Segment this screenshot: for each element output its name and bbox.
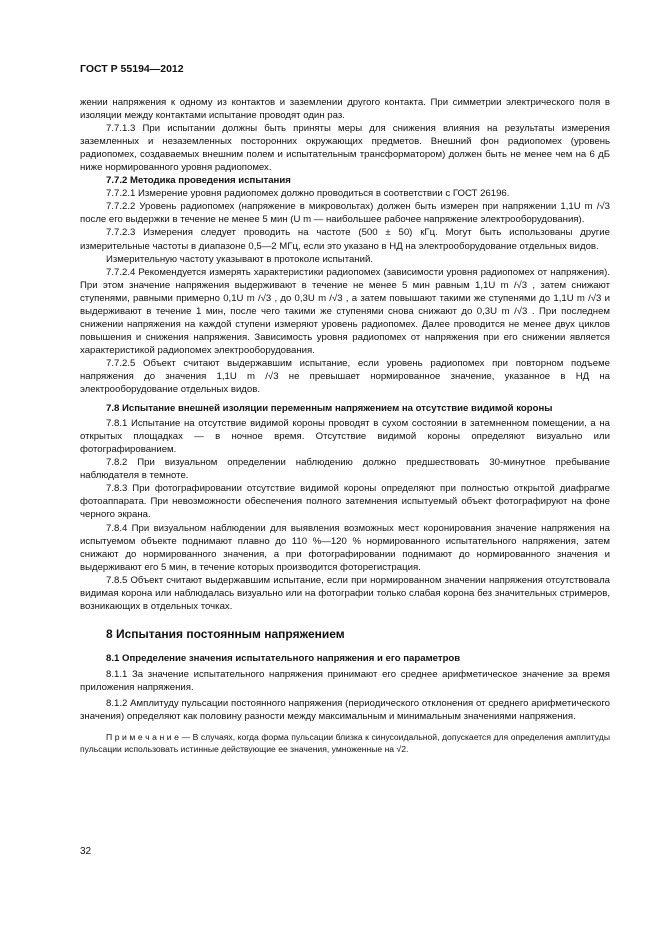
paragraph-8-1-2: 8.1.2 Амплитуду пульсации постоянного напряжения (периодического отклонения от среднего арифметического значения) определяют как половину разности между максимальным и минимальным значениями напряжения.	[80, 697, 610, 723]
paragraph-7-7-2-2: 7.7.2.2 Уровень радиопомех (напряжение в микровольтах) должен быть измерен при напряжении 1,1U m /√3 после его выдержки в течение не менее 5 мин (U m — наибольшее рабочее напряжение электрооборудования).	[80, 201, 610, 226]
paragraph-7-7-2-5: 7.7.2.5 Объект считают выдержавшим испытание, если уровень радиопомех при повторном подъеме напряжения до значения 1,1U m /√3 не превышает нормированное значение, указанное в НД на электрооборудование отдельных видов.	[80, 357, 610, 396]
paragraph-7-7-2-3: 7.7.2.3 Измерения следует проводить на частоте (500 ± 50) кГц. Могут быть использованы другие измерительные частоты в диапазоне 0,5—2 МГц, если это указано в НД на электрооборудование отдельных видов.	[80, 227, 610, 252]
subheading-7-7-2: 7.7.2 Методика проведения испытания	[106, 175, 291, 187]
paragraph-measuring-frequency: Измерительную частоту указывают в протоколе испытаний.	[106, 253, 373, 265]
page-body	[80, 96, 610, 755]
paragraph-7-8-3: 7.8.3 При фотографировании отсутствие видимой короны определяют при полностью открытой диафрагме фотоаппарата. При невозможности обеспечения полного затемнения испытуемый объект фотографируют на фоне черного экрана.	[80, 483, 610, 521]
document-header: ГОСТ Р 55194—2012	[80, 63, 184, 75]
paragraph-7-8-2: 7.8.2 При визуальном определении наблюдению должно предшествовать 30-минутное пребывание наблюдателя в темноте.	[80, 457, 610, 482]
paragraph-7-7-1-3: 7.7.1.3 При испытании должны быть приняты меры для снижения влияния на результаты измерения заземленных и незаземленных посторонних окружающих предметов. Внешний фон радиопомех (уровень радиопомех, создаваемых внешним полем и испытательным трансформатором) должен быть не менее чем на 6 дБ ниже нормированного уровня радиопомех.	[80, 123, 610, 174]
paragraph-7-8-5: 7.8.5 Объект считают выдержавшим испытание, если при нормированном значении напряжения отсутствовала видимая корона или наблюдалась визуально или на фотографии только слабая корона без значительных стримеров, возникающих в отдельных точках.	[80, 574, 610, 612]
subsection-heading-8-1: 8.1 Определение значения испытательного напряжения и его параметров	[106, 652, 461, 664]
note-paragraph: П р и м е ч а н и е — В случаях, когда форма пульсации близка к синусоидальной, допускается для определения амплитуды пульсации использовать истинные действующие ее значения, умноженные на √2.	[80, 732, 610, 755]
section-heading-7-8: 7.8 Испытание внешней изоляции переменным напряжением на отсутствие видимой короны	[106, 403, 553, 415]
paragraph-7-7-2-1: 7.7.2.1 Измерение уровня радиопомех должно проводиться в соответствии с ГОСТ 26196.	[106, 188, 510, 200]
section-heading-8: 8 Испытания постоянным напряжением	[106, 626, 345, 641]
paragraph-8-1-1: 8.1.1 За значение испытательного напряжения принимают его среднее арифметическое значение за время приложения напряжения.	[80, 668, 610, 693]
paragraph-7-8-4: 7.8.4 При визуальном наблюдении для выявления возможных мест коронирования значение напряжения на испытуемом объекте поднимают плавно до 110 %—120 % нормированного испытательного напряжения, затем снижают до нормированного значения, а при фотографировании поднимают до нормированного значения и выдерживают его 5 мин, в течение которых производится фоторегистрация.	[80, 522, 610, 573]
paragraph-7-8-1: 7.8.1 Испытание на отсутствие видимой короны проводят в сухом состоянии в затемненном помещении, а на открытых площадках — в ночное время. Отсутствие видимой короны определяют визуально или фотографированием.	[80, 418, 610, 456]
paragraph-7-7-2-4: 7.7.2.4 Рекомендуется измерять характеристики радиопомех (зависимости уровня радиопомех от напряжения). При этом значение напряжения выдерживают в течение не менее 5 мин равным 1,1U m /√3 , затем снижают ступенями, равными примерно 0,1U m /√3 , до 0,3U m /√3 , а затем повышают такими же ступенями до 1,1U m /√3 и выдерживают в течение 1 мин, после чего такими же ступенями снова снижают до 0,3U m /√3 . При последнем снижении напряжения на каждой ступени измеряют уровень радиопомех. Далее проводится не менее двух циклов повышения и снижения напряжения. Зависимость уровня радиопомех от напряжения при его снижении является характеристикой радиопомех электрооборудования.	[80, 266, 610, 356]
page-number: 32	[80, 846, 92, 857]
paragraph-continuation: жении напряжения к одному из контактов и заземлении другого контакта. При симметрии электрического поля в изоляции между контактами испытание проводят один раз.	[80, 97, 610, 122]
